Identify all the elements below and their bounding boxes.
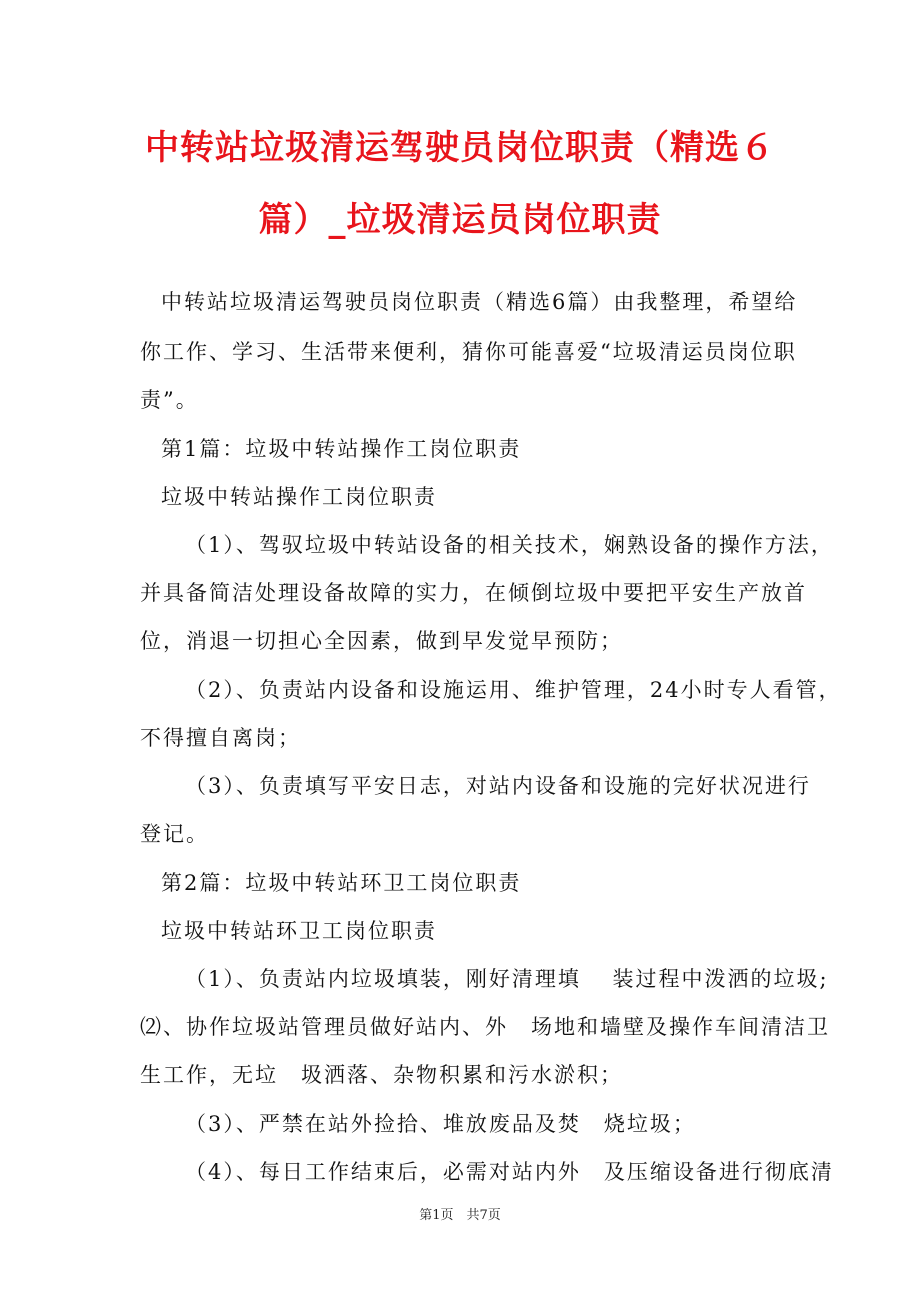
section-subheading-1: 垃圾中转站操作工岗位职责 <box>161 485 437 509</box>
paragraph-line: （1）、驾驭垃圾中转站设备的相关技术，娴熟设备的操作方法， <box>185 533 834 557</box>
paragraph-line: （4）、每日工作结束后，必需对站内外 及压缩设备进行彻底清 <box>185 1160 834 1184</box>
paragraph-line: 生工作，无垃 圾洒落、杂物积累和污水淤积； <box>140 1063 623 1087</box>
paragraph-line: （3）、负责填写平安日志，对站内设备和设施的完好状况进行 <box>185 774 811 798</box>
paragraph-line: ⑵、协作垃圾站管理员做好站内、外 场地和墙壁及操作车间清洁卫 <box>140 1015 830 1039</box>
page-number-footer: 第1页 共7页 <box>419 1208 501 1223</box>
paragraph-line: （3）、严禁在站外捡拾、堆放废品及焚 烧垃圾； <box>185 1112 696 1136</box>
paragraph-line: 不得擅自离岗； <box>140 726 301 750</box>
intro-paragraph-line: 中转站垃圾清运驾驶员岗位职责（精选6篇）由我整理，希望给 <box>161 290 798 314</box>
intro-paragraph-line: 你工作、学习、生活带来便利，猜你可能喜爱“垃圾清运员岗位职 <box>140 340 797 364</box>
section-heading-1: 第1篇：垃圾中转站操作工岗位职责 <box>161 437 522 461</box>
section-heading-2: 第2篇：垃圾中转站环卫工岗位职责 <box>161 871 522 895</box>
paragraph-line: 登记。 <box>140 822 209 846</box>
paragraph-line: 位，消退一切担心全因素，做到早发觉早预防； <box>140 629 623 653</box>
section-subheading-2: 垃圾中转站环卫工岗位职责 <box>161 919 437 943</box>
paragraph-line: （1）、负责站内垃圾填装，刚好清理填 装过程中泼洒的垃圾; <box>185 967 829 991</box>
paragraph-line: （2）、负责站内设备和设施运用、维护管理，24小时专人看管， <box>185 678 842 702</box>
paragraph-line: 并具备简洁处理设备故障的实力，在倾倒垃圾中要把平安生产放首 <box>140 581 807 605</box>
document-title-line-2: 篇）_垃圾清运员岗位职责 <box>258 200 662 240</box>
intro-paragraph-line: 责”。 <box>140 388 199 412</box>
document-title-line-1: 中转站垃圾清运驾驶员岗位职责（精选６ <box>145 128 775 168</box>
